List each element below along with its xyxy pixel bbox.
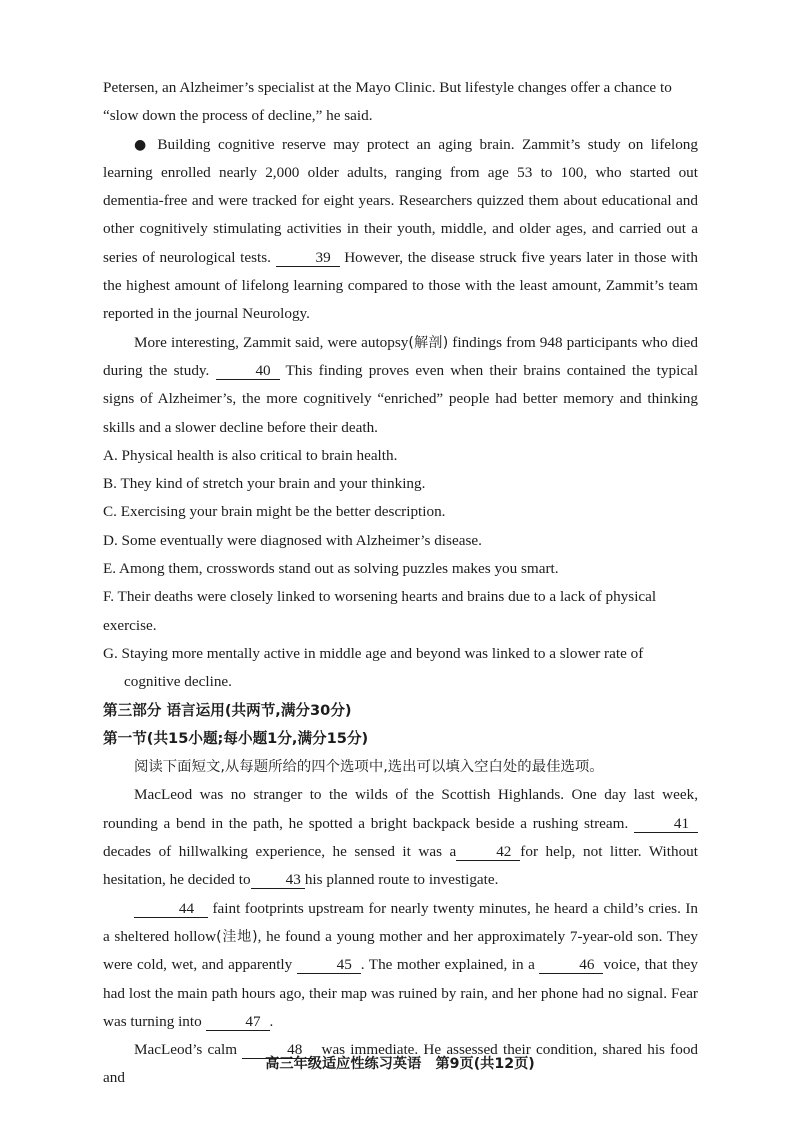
chinese-gloss: (解剖)	[408, 334, 449, 351]
passage-paragraph-continued	[103, 74, 698, 131]
blank-41: 41	[634, 816, 698, 833]
cloze-paragraph-1	[103, 781, 698, 894]
paragraph-text: Petersen, an Alzheimer’s specialist at the Mayo Clinic. But lifestyle changes offer a chance to “slow down the process of decline,” he said.	[103, 79, 672, 125]
paragraph-text: .	[269, 1012, 274, 1030]
page-footer: 高三年级适应性练习英语 第9页(共12页)	[265, 1056, 535, 1072]
bullet-icon: ●	[134, 136, 150, 153]
paragraph-text: , he found a young mother and her approximately 7-year-old son. They were cold, wet, and apparently	[103, 927, 698, 974]
paragraph-text: was immediate. He assessed their condition, shared his food and	[103, 1041, 699, 1087]
paragraph-text: voice, that they had lost the main path hours ago, their map was ruined by rain, and her phone had no signal. Fear was turning into	[103, 956, 699, 1030]
paragraph-text: findings from 948 participants who died during the study.	[103, 333, 698, 379]
blank-46: 46	[539, 957, 603, 974]
paragraph-text: . The mother explained, in a	[360, 956, 535, 974]
paragraph-text: More interesting, Zammit said, were autopsy	[134, 333, 409, 351]
option-f: F. Their deaths were closely linked to worsening hearts and brains due to a lack of physical exercise.	[103, 588, 657, 634]
answer-options	[103, 442, 698, 697]
chinese-gloss: (洼地)	[216, 928, 258, 945]
blank-39: 39	[276, 250, 340, 267]
part3-heading: 第三部分 语言运用(共两节,满分30分)	[103, 701, 352, 719]
paragraph-text: decades of hillwalking experience, he sensed it was a	[103, 843, 457, 861]
paragraph-text: This finding proves even when their brains contained the typical signs of Alzheimer’s, the more cognitively “enriched” people had better memory and thinking skills and a slower decline before their death.	[103, 361, 698, 436]
blank-48: 48	[242, 1042, 316, 1059]
option-g: G. Staying more mentally active in middle age and beyond was linked to a slower rate of cognitive decline.	[103, 644, 644, 691]
blank-47: 47	[206, 1014, 270, 1031]
option-c: C. Exercising your brain might be the better description.	[103, 503, 446, 521]
paragraph-text: for help, not litter. Without hesitation, he decided to	[103, 843, 698, 889]
passage-paragraph-cognitive-reserve	[103, 131, 698, 329]
section1-heading: 第一节(共15小题;每小题1分,满分15分)	[103, 729, 369, 747]
paragraph-text: faint footprints upstream for nearly twenty minutes, he heard a child’s cries. In a sheltered hollow	[103, 899, 698, 945]
paragraph-text: MacLeod’s calm	[134, 1041, 238, 1059]
option-e: E. Among them, crosswords stand out as solving puzzles makes you smart.	[103, 560, 559, 578]
blank-42: 42	[456, 844, 520, 861]
blank-43: 43	[251, 872, 305, 889]
paragraph-text: MacLeod was no stranger to the wilds of the Scottish Highlands. One day last week, rounding a bend in the path, he spotted a bright backpack beside a rushing stream.	[103, 786, 698, 832]
option-d: D. Some eventually were diagnosed with Alzheimer’s disease.	[103, 531, 482, 549]
paragraph-text: However, the disease struck five years later in those with the highest amount of lifelong learning compared to those with the least amount, Zammit’s team reported in the journal Neurology.	[103, 248, 698, 323]
blank-45: 45	[297, 957, 361, 974]
section-instruction: 阅读下面短文,从每题所给的四个选项中,选出可以填入空白处的最佳选项。	[134, 759, 604, 776]
option-b: B. They kind of stretch your brain and your thinking.	[103, 475, 426, 493]
paragraph-text: his planned route to investigate.	[304, 871, 499, 889]
cloze-paragraph-2	[103, 895, 698, 1036]
passage-paragraph-autopsy	[103, 329, 698, 442]
blank-40: 40	[216, 363, 280, 380]
paragraph-text: Building cognitive reserve may protect an aging brain. Zammit’s study on lifelong learning enrolled nearly 2,000 older adults, ranging from age 53 to 100, who started out dementia-free and were tracked for eight years. Researchers quizzed them about educational and other cognitively stimulating activities in their youth, middle, and older ages, and carried out a series of neurological tests.	[103, 135, 698, 266]
option-a: A. Physical health is also critical to brain health.	[103, 446, 398, 464]
blank-44: 44	[134, 901, 208, 918]
page-content	[103, 74, 698, 1093]
